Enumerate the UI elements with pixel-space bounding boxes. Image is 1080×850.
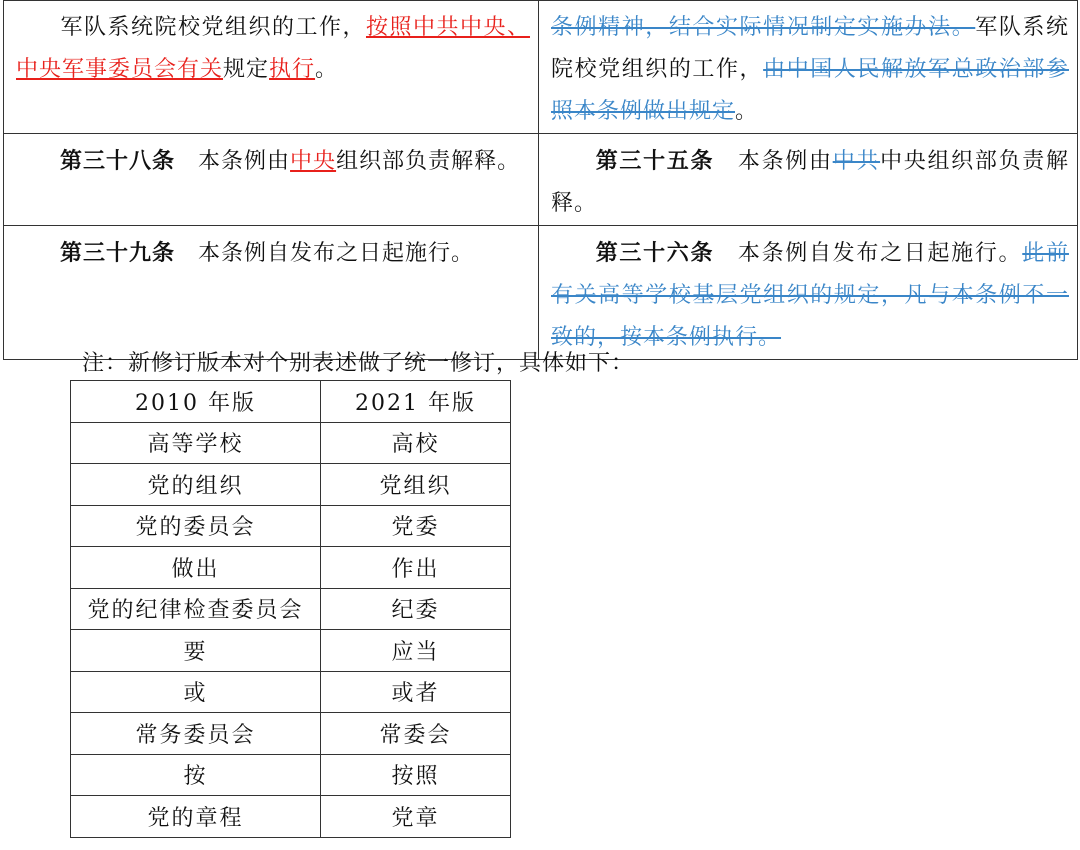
comparison-row bbox=[4, 134, 1078, 226]
table-row bbox=[71, 713, 511, 755]
text: 。 bbox=[735, 99, 759, 124]
text: 军队系统院校党组织的工作， bbox=[551, 15, 1069, 82]
terminology-header-row bbox=[71, 381, 511, 423]
deleted-text: 条例精神，结合实际情况制定实施办法。 bbox=[551, 15, 976, 40]
comparison-row bbox=[4, 226, 1078, 360]
table-row bbox=[71, 547, 511, 589]
table-row bbox=[71, 796, 511, 838]
term-2010: 党的委员会 bbox=[71, 505, 321, 547]
term-2010: 按 bbox=[71, 754, 321, 796]
term-2021: 作出 bbox=[321, 547, 511, 589]
old-version-cell bbox=[4, 226, 539, 360]
table-row bbox=[71, 630, 511, 672]
term-2021: 应当 bbox=[321, 630, 511, 672]
term-2010: 常务委员会 bbox=[71, 713, 321, 755]
added-text: 按照中共中央、中央军事委员会有关 bbox=[16, 15, 530, 82]
article-number: 第三十九条 bbox=[60, 240, 176, 266]
term-2010: 高等学校 bbox=[71, 422, 321, 464]
text: 本条例由 bbox=[198, 149, 291, 174]
deleted-text: 由中国人民解放军总政治部参照本条例做出规定 bbox=[551, 57, 1069, 124]
table-row bbox=[71, 422, 511, 464]
text: 本条例由 bbox=[737, 149, 833, 174]
comparison-table bbox=[3, 0, 1078, 360]
table-row bbox=[71, 588, 511, 630]
new-version-cell bbox=[539, 226, 1078, 360]
added-text: 中央 bbox=[290, 149, 337, 174]
term-2021: 纪委 bbox=[321, 588, 511, 630]
comparison-row bbox=[4, 1, 1078, 134]
deleted-text: 中共 bbox=[832, 149, 881, 174]
table-row bbox=[71, 754, 511, 796]
old-version-cell bbox=[4, 134, 539, 226]
text: 规定 bbox=[223, 57, 270, 82]
term-2010: 党的章程 bbox=[71, 796, 321, 838]
header-2021: 2021 年版 bbox=[321, 381, 511, 423]
term-2010: 党的组织 bbox=[71, 464, 321, 506]
old-version-cell bbox=[4, 1, 539, 134]
text: 组织部负责解释。 bbox=[336, 149, 521, 174]
term-2021: 党章 bbox=[321, 796, 511, 838]
term-2021: 高校 bbox=[321, 422, 511, 464]
term-2010: 要 bbox=[71, 630, 321, 672]
text: 中央组织部负责解释。 bbox=[551, 149, 1069, 216]
new-version-cell bbox=[539, 1, 1078, 134]
term-2021: 党组织 bbox=[321, 464, 511, 506]
article-number: 第三十六条 bbox=[595, 240, 715, 266]
new-version-cell bbox=[539, 134, 1078, 226]
term-2021: 常委会 bbox=[321, 713, 511, 755]
article-number: 第三十五条 bbox=[595, 148, 715, 174]
header-2010: 2010 年版 bbox=[71, 381, 321, 423]
article-number: 第三十八条 bbox=[60, 148, 176, 174]
text: 本条例自发布之日起施行。 bbox=[198, 241, 475, 266]
table-row bbox=[71, 671, 511, 713]
deleted-text: 此前有关高等学校基层党组织的规定，凡与本条例不一致的，按本条例执行。 bbox=[551, 241, 1069, 350]
added-text: 执行 bbox=[269, 57, 316, 82]
table-row bbox=[71, 464, 511, 506]
term-2021: 或者 bbox=[321, 671, 511, 713]
term-2010: 党的纪律检查委员会 bbox=[71, 588, 321, 630]
table-row bbox=[71, 505, 511, 547]
term-2010: 或 bbox=[71, 671, 321, 713]
terminology-table bbox=[70, 380, 511, 838]
term-2021: 党委 bbox=[321, 505, 511, 547]
text: 本条例自发布之日起施行。 bbox=[737, 241, 1023, 266]
term-2021: 按照 bbox=[321, 754, 511, 796]
term-2010: 做出 bbox=[71, 547, 321, 589]
revision-note: 注：新修订版本对个别表述做了统一修订，具体如下： bbox=[82, 351, 635, 376]
text: 军队系统院校党组织的工作， bbox=[60, 15, 366, 40]
text: 。 bbox=[315, 57, 339, 82]
